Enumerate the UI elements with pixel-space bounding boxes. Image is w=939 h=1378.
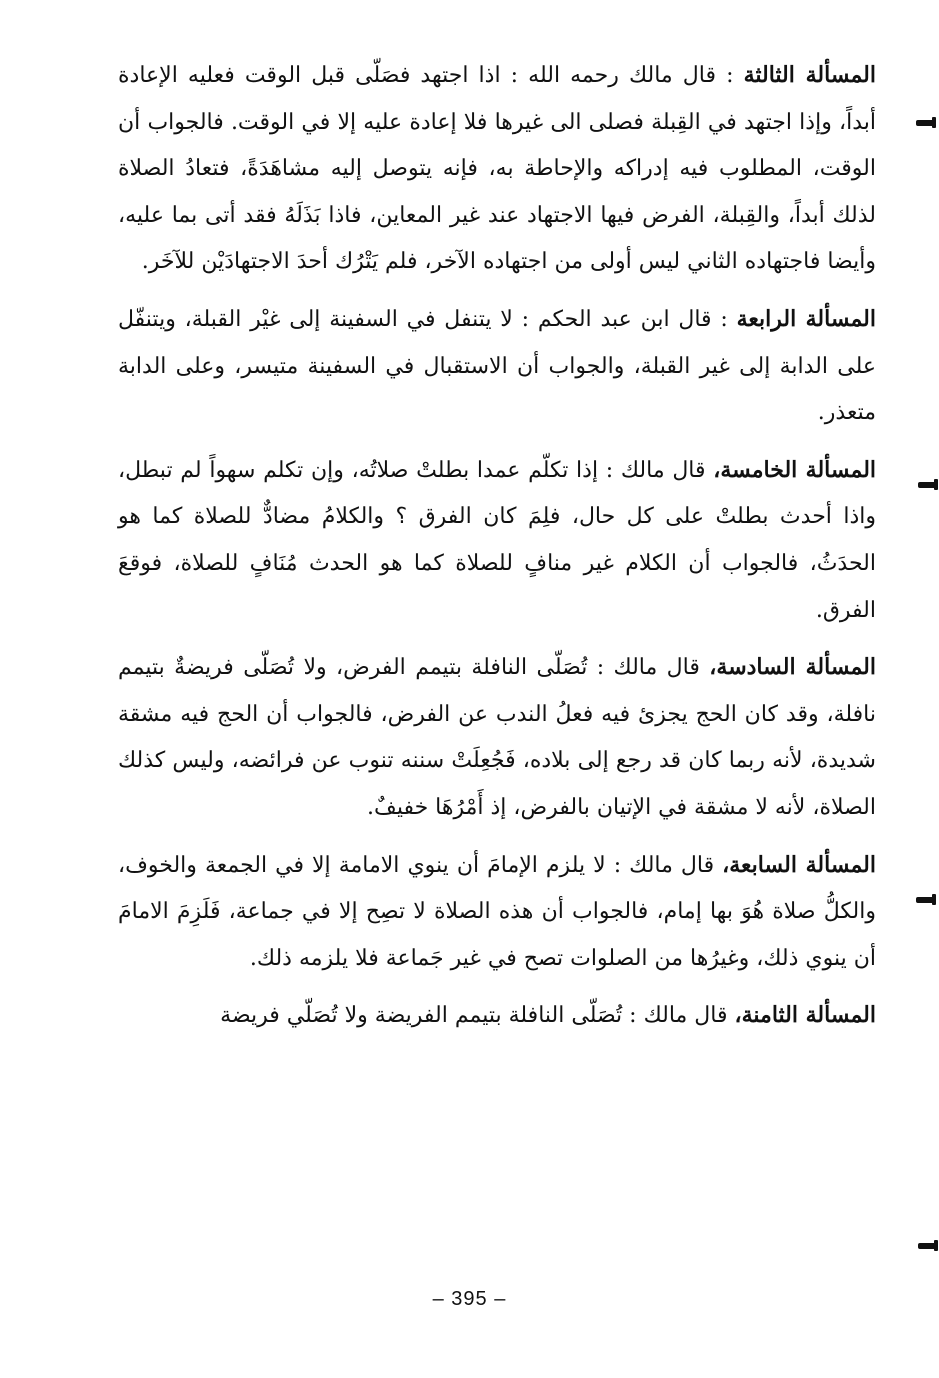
issue-heading: المسألة الخامسة، — [713, 456, 877, 483]
page-number: – 395 – — [432, 1288, 507, 1310]
issue-text: : قال ابن عبد الحكم : لا يتنفل في السفينة إلى غيْر القبلة، ويتنفّل على الدابة إلى غير القبلة، والجواب أن الاستقبال في السفينة متيسر، وعلى الدابة متعذر. — [118, 306, 876, 426]
margin-mark — [916, 120, 936, 126]
body-text — [118, 52, 876, 1040]
paragraph-issue-8 — [118, 992, 876, 1040]
margin-mark — [918, 482, 938, 488]
margin-mark — [916, 897, 936, 903]
issue-text: قال مالك : تُصَلّى النافلة بتيمم الفريضة ولا تُصَلّي فريضة — [220, 1003, 735, 1029]
paragraph-issue-6 — [118, 644, 876, 831]
issue-heading: المسألة السادسة، — [709, 654, 876, 681]
issue-heading: المسألة الثامنة، — [734, 1002, 876, 1029]
issue-heading: المسألة الرابعة — [736, 305, 877, 332]
paragraph-issue-4 — [118, 296, 876, 437]
issue-text: : قال مالك رحمه الله : اذا اجتهد فصَلّى قبل الوقت فعليه الإعادة أبداً، وإذا اجتهد في القِبلة فصلى الى غيرها فلا إعادة عليه إلا في الوقت. فالجواب أن الوقت، المطلوب فيه إدراكه والإحاطة به، فإنه يتوصل إليه مشاهَدَةً، فتعادُ الصلاة لذلك أبداً، والقِبلة، الفرض فيها الاجتهاد عند غير المعاين، فاذا بَذَلَهُ فقد أتى بما عليه، وأيضا فاجتهاده الثاني ليس أولى من اجتهاده الآخر، فلم يَتْرُك أحدَ الاجتهادَيْن للآخَر. — [118, 63, 876, 275]
issue-heading: المسألة السابعة، — [722, 851, 876, 878]
paragraph-issue-7 — [118, 842, 876, 983]
issue-text: قال مالك : لا يلزم الإمامَ أن ينوي الامامة إلا في الجمعة والخوف، والكلُّ صلاة هُوَ بها إمام، فالجواب أن هذه الصلاة لا تصِح إلا في جماعة، فَلَزِمَ الامامَ أن ينوي ذلك، وغيرُها من الصلوات تصح في غير جَماعة فلا يلزمه ذلك. — [118, 852, 876, 971]
paragraph-issue-5 — [118, 447, 876, 634]
margin-mark — [918, 1243, 938, 1249]
issue-text: قال مالك : تُصَلّى النافلة بتيمم الفرض، ولا تُصَلّى فريضةٌ بتيمم نافلة، وقد كان الحج يجزئ فيه فعلُ الندب عن الفرض، فالجواب أن الحج فيه مشقة شديدة، لأنه ربما كان قد رجع إلى بلاده، فَجُعِلَتْ سننه تنوب عن فرائضه، وليس كذلك الصلاة، لأنه لا مشقة في الإتيان بالفرض، إذ أَمْرُهَا خفيفٌ. — [118, 655, 876, 820]
issue-heading: المسألة الثالثة — [743, 62, 876, 88]
issue-text: قال مالك : إذا تكلّم عمدا بطلتْ صلاتُه، وإن تكلم سهواً لم تبطل، واذا أحدث بطلتْ على كل حال، فلِمَ كان الفرق ؟ والكلامُ مضادٌّ للصلاة كما هو الحدَثُ، فالجواب أن الكلام غير منافٍ للصلاة كما هو الحدث مُنَافٍ للصلاة، فوقعَ الفرق. — [118, 457, 876, 623]
paragraph-issue-3 — [118, 52, 876, 286]
